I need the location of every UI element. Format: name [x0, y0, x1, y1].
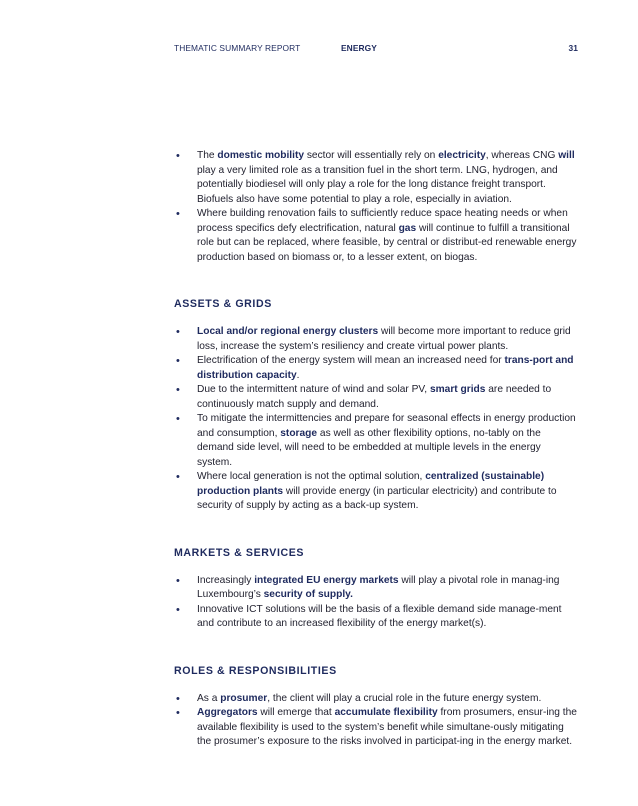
bullet-item: [174, 603, 578, 632]
bullet-run: from prosumers, ensur-ing the available flexibility is used to the system’s benefit while simultane-ously mitigating the prosumer’s exposure to the risks involved in participat-ing in the energy market.: [197, 707, 577, 747]
bullet-run: , whereas CNG: [485, 150, 559, 161]
bullet-run: Increasingly: [197, 574, 255, 586]
bullet-run: play a very limited role as a transition fuel in the short term. LNG, hydrogen, and potentially biodiesel will only play a role for the long distance freight transport. Biofuels also have some potential to play a role, especially in aviation.: [197, 164, 558, 205]
page-header: [174, 43, 578, 57]
bullet-emphasis: electricity: [438, 150, 486, 161]
bullet-run: Electrification of the energy system will mean an increased need for: [197, 355, 505, 366]
bullet-emphasis: storage: [280, 427, 318, 439]
markets-services-bullet-list: [174, 574, 578, 632]
section-label: ENERGY: [341, 43, 377, 53]
bullet-emphasis: domestic mobility: [217, 150, 304, 161]
bullet-emphasis: Aggregators: [197, 707, 258, 718]
bullet-item: [174, 412, 578, 470]
section-heading-assets-grids: ASSETS & GRIDS: [174, 298, 272, 310]
assets-grids-bullet-list: [174, 325, 578, 514]
bullet-run: Due to the intermittent nature of wind and solar PV,: [197, 384, 430, 395]
bullet-run: Where building renovation fails to sufficiently reduce space heating needs or when process specifics defy electrification, natural: [197, 208, 568, 234]
bullet-run: will become more important to reduce grid loss, increase the system’s resiliency and create virtual power plants.: [197, 326, 571, 352]
intro-bullet-list: [174, 149, 578, 265]
bullet-run: Where local generation is not the optimal solution,: [197, 471, 426, 482]
bullet-emphasis: centralized (sustainable) production plants: [197, 471, 545, 497]
bullet-run: Innovative ICT solutions will be the basis of a flexible demand side manage-ment and contribute to an increased flexibility of the energy market(s).: [197, 603, 562, 629]
bullet-item: [174, 470, 578, 514]
bullet-emphasis: prosumer: [220, 692, 268, 704]
bullet-run: will play a pivotal role in manag-ing Luxembourg’s: [197, 574, 560, 600]
roles-responsibilities-bullet-list: [174, 692, 578, 750]
bullet-run: will provide energy (in particular electricity) and contribute to security of supply by acting as a back-up system.: [197, 485, 557, 511]
bullet-item: [174, 325, 578, 354]
bullet-run: The: [197, 150, 218, 161]
bullet-item: [174, 149, 578, 207]
bullet-run: To mitigate the intermittencies and prepare for seasonal effects in energy production and consumption,: [197, 413, 576, 439]
bullet-emphasis: accumulate flexibility: [334, 707, 438, 718]
bullet-run: are needed to continuously match supply and demand.: [197, 384, 552, 410]
page-number: 31: [568, 43, 578, 53]
bullet-emphasis: trans-port and distribution capacity: [197, 355, 574, 381]
report-title: THEMATIC SUMMARY REPORT: [174, 43, 301, 53]
bullet-run: as well as other flexibility options, no-tably on the demand side level, will need to be embedded at multiple levels in the energy system.: [197, 427, 541, 468]
bullet-emphasis: gas: [398, 222, 417, 234]
bullet-run: .: [296, 369, 300, 381]
bullet-run: will continue to fulfill a transitional role but can be replaced, where feasible, by central or distribut-ed renewable energy production based on biomass or, to a lesser extent, on biogas.: [197, 222, 577, 263]
bullet-item: [174, 692, 578, 707]
bullet-emphasis: will: [558, 150, 575, 161]
bullet-item: [174, 383, 578, 412]
bullet-run: sector will essentially rely on: [304, 150, 439, 161]
page-content: [174, 149, 578, 750]
bullet-run: As a: [197, 692, 221, 704]
bullet-item: [174, 706, 578, 750]
bullet-emphasis: Local and/or regional energy clusters: [197, 326, 379, 337]
bullet-item: [174, 354, 578, 383]
bullet-run: will emerge that: [257, 707, 335, 718]
bullet-emphasis: integrated EU energy markets: [254, 574, 399, 586]
bullet-emphasis: security of supply.: [263, 589, 353, 600]
bullet-run: , the client will play a crucial role in the future energy system.: [267, 692, 542, 704]
bullet-emphasis: smart grids: [429, 384, 486, 395]
bullet-item: [174, 207, 578, 265]
bullet-item: [174, 574, 578, 603]
section-heading-markets-services: MARKETS & SERVICES: [174, 546, 305, 559]
section-heading-roles-responsibilities: ROLES & RESPONSIBILITIES: [174, 664, 337, 677]
